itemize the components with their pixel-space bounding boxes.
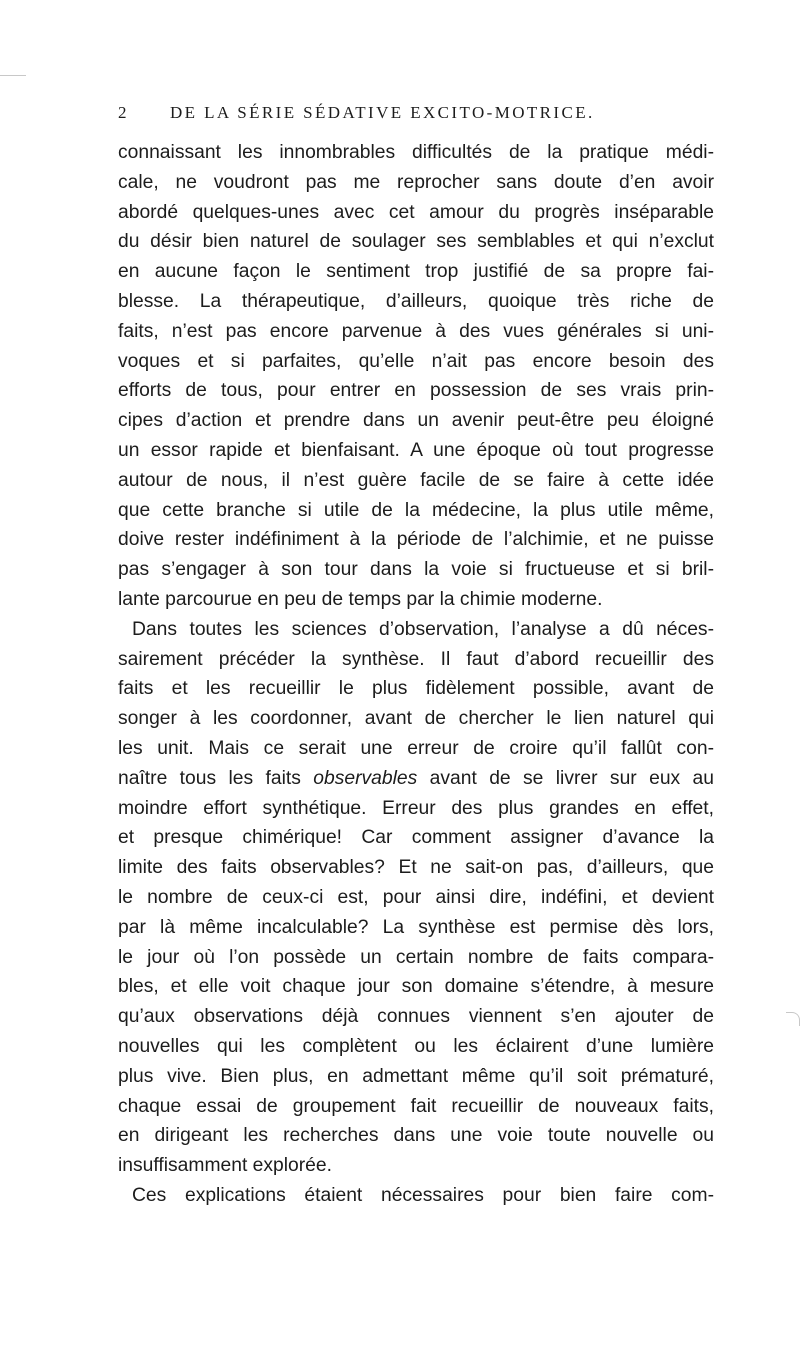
text-line: faits, n’est pas encore parvenue à des vues générales si uni- xyxy=(118,320,714,342)
text-line: cipes d’action et prendre dans un avenir peut-être peu éloigné xyxy=(118,410,714,432)
text-line: en dirigeant les recherches dans une voie toute nouvelle ou xyxy=(118,1125,714,1147)
text-line: songer à les coordonner, avant de chercher le lien naturel qui xyxy=(118,708,714,730)
text-line: plus vive. Bien plus, en admettant même qu’il soit prématuré, xyxy=(118,1065,714,1087)
text-line: cale, ne voudront pas me reprocher sans doute d’en avoir xyxy=(118,171,714,193)
text-line: que cette branche si utile de la médecine, la plus utile même, xyxy=(118,499,714,521)
text-line: les unit. Mais ce serait une erreur de croire qu’il fallût con- xyxy=(118,737,714,759)
italic-term: observables xyxy=(313,767,418,789)
scan-edge-mark xyxy=(0,75,26,76)
text-line-mixed xyxy=(118,764,714,794)
text-line: nouvelles qui les complètent ou les éclairent d’une lumière xyxy=(118,1035,714,1057)
text-line: le nombre de ceux-ci est, pour ainsi dire, indéfini, et devient xyxy=(118,886,714,908)
running-head: DE LA SÉRIE SÉDATIVE EXCITO-MOTRICE. xyxy=(170,103,595,122)
text-line: connaissant les innombrables difficultés de la pratique médi- xyxy=(118,142,714,163)
text-line: pas s’engager à son tour dans la voie si fructueuse et si bril- xyxy=(118,559,714,581)
text-fragment: avant de se livrer sur eux au xyxy=(429,767,715,789)
text-line: un essor rapide et bienfaisant. A une époque où tout progresse xyxy=(118,439,714,461)
text-line: autour de nous, il n’est guère facile de se faire à cette idée xyxy=(118,469,714,491)
text-line: limite des faits observables? Et ne sait-on pas, d’ailleurs, que xyxy=(118,857,714,879)
text-line: doive rester indéfiniment à la période de l’alchimie, et ne puisse xyxy=(118,529,714,551)
scan-edge-mark-right xyxy=(786,1012,800,1026)
text-line: par là même incalculable? La synthèse est permise dès lors, xyxy=(118,916,714,938)
text-line: en aucune façon le sentiment trop justifié de sa propre fai- xyxy=(118,261,714,283)
text-line: qu’aux observations déjà connues viennent s’en ajouter de xyxy=(118,1006,714,1028)
text-line: bles, et elle voit chaque jour son domaine s’étendre, à mesure xyxy=(118,976,714,998)
text-line: lante parcourue en peu de temps par la chimie moderne. xyxy=(118,588,603,610)
text-line: insuffisamment explorée. xyxy=(118,1155,332,1177)
text-line: et presque chimérique! Car comment assigner d’avance la xyxy=(118,827,714,849)
text-line: chaque essai de groupement fait recueillir de nouveaux faits, xyxy=(118,1095,714,1117)
text-line: sairement précéder la synthèse. Il faut d’abord recueillir des xyxy=(118,648,714,670)
text-line: blesse. La thérapeutique, d’ailleurs, quoique très riche de xyxy=(118,290,714,312)
text-line: du désir bien naturel de soulager ses semblables et qui n’exclut xyxy=(118,231,714,253)
body-text xyxy=(118,138,714,1211)
text-line: Ces explications étaient nécessaires pour bien faire com- xyxy=(132,1184,714,1206)
text-line: voques et si parfaites, qu’elle n’ait pas encore besoin des xyxy=(118,350,714,372)
text-line: moindre effort synthétique. Erreur des plus grandes en effet, xyxy=(118,797,714,819)
text-line: faits et les recueillir le plus fidèlement possible, avant de xyxy=(118,678,714,700)
text-line: le jour où l’on possède un certain nombre de faits compara- xyxy=(118,946,714,968)
page-number: 2 xyxy=(118,103,129,122)
text-line: Dans toutes les sciences d’observation, l’analyse a dû néces- xyxy=(132,618,714,640)
text-fragment: naître tous les faits xyxy=(118,767,301,789)
text-line: efforts de tous, pour entrer en possession de ses vrais prin- xyxy=(118,380,714,402)
text-line: abordé quelques-unes avec cet amour du progrès inséparable xyxy=(118,201,714,223)
page-header xyxy=(118,103,714,131)
